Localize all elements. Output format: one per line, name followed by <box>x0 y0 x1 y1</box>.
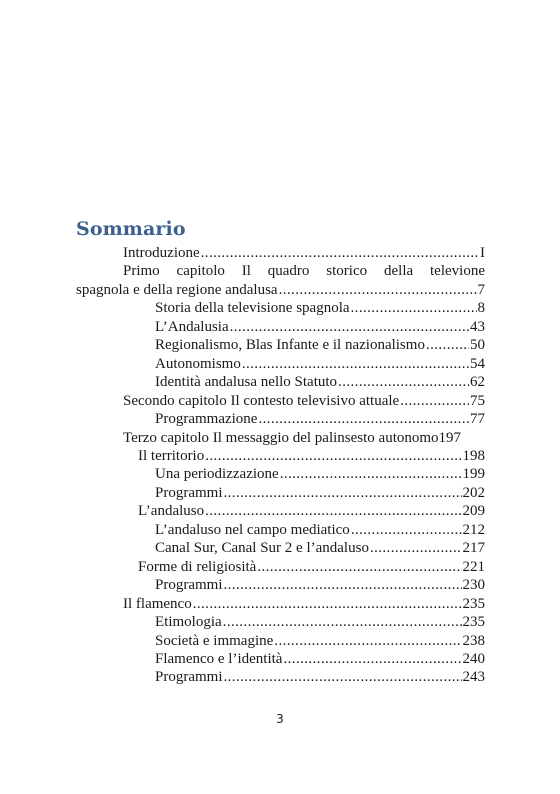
toc-entry-title: L’andaluso <box>138 503 205 520</box>
toc-entry-flamenco[interactable] <box>76 595 485 613</box>
toc-entry-page: 198 <box>462 447 485 464</box>
toc-entry-title: Canal Sur, Canal Sur 2 e l’andaluso <box>155 540 369 557</box>
toc-entry-title: Identità andalusa nello Statuto <box>155 374 338 391</box>
toc-entry-page: 238 <box>462 632 485 649</box>
toc-entry-title-line1: Primo capitolo Il quadro storico della televione <box>123 263 485 280</box>
toc-entry-page: I <box>480 245 485 261</box>
toc-leader-dots <box>338 373 469 391</box>
toc-entry-title: Secondo capitolo Il contesto televisivo attuale <box>123 392 400 409</box>
toc-entry-page: 221 <box>462 558 485 575</box>
toc-entry-page: 54 <box>470 355 485 372</box>
toc-leader-dots <box>283 650 461 668</box>
toc-entry-title: Storia della televisione spagnola <box>155 300 350 317</box>
toc-entry-territorio[interactable] <box>76 447 485 465</box>
toc-entry-page: 7 <box>477 281 485 298</box>
toc-entry-societa-immagine[interactable] <box>76 632 485 650</box>
toc-entry-andaluso-mediatico[interactable] <box>76 521 485 539</box>
toc-entry-page: 50 <box>470 337 485 354</box>
toc-leader-dots <box>351 521 462 539</box>
toc-leader-dots <box>258 410 469 428</box>
toc-entry-title: Programmi <box>155 669 223 686</box>
toc-leader-dots <box>223 613 462 631</box>
toc-entry-programmazione[interactable] <box>76 410 485 428</box>
toc-entry-page: 240 <box>462 650 485 667</box>
toc-entry-page: 212 <box>462 521 485 538</box>
toc-entry-andalusia[interactable] <box>76 318 485 336</box>
toc-entry-title: Introduzione <box>123 245 200 261</box>
toc-entry-page: 202 <box>462 484 485 501</box>
toc-entry-title: Il territorio <box>138 447 205 464</box>
toc-heading: Sommario <box>76 218 186 240</box>
toc-entry-etimologia[interactable] <box>76 613 485 631</box>
toc-entry-storia[interactable] <box>76 299 485 317</box>
toc-leader-dots <box>257 558 461 576</box>
toc-leader-dots <box>205 502 461 520</box>
toc-entry-title: Etimologia <box>155 614 222 631</box>
toc-entry-canal-sur[interactable] <box>76 539 485 557</box>
toc-entry-title: Autonomismo <box>155 355 241 372</box>
toc-entry-page: 75 <box>470 392 485 409</box>
toc-leader-dots <box>224 484 462 502</box>
toc-entry-primo-capitolo[interactable] <box>76 262 485 299</box>
toc-leader-dots <box>230 318 469 336</box>
table-of-contents <box>76 244 485 687</box>
toc-entry-page: 199 <box>462 466 485 483</box>
page-number: 3 <box>276 712 284 726</box>
toc-entry-page: 243 <box>462 669 485 686</box>
toc-entry-title: Flamenco e l’identità <box>155 650 283 667</box>
toc-leader-dots <box>280 465 462 483</box>
toc-entry-regionalismo[interactable] <box>76 336 485 354</box>
toc-entry-title: Una periodizzazione <box>155 466 279 483</box>
toc-entry-page: 217 <box>462 540 485 557</box>
toc-entry-title: L’Andalusia <box>155 318 229 335</box>
toc-entry-title: Programmi <box>155 577 223 594</box>
toc-entry-page: 62 <box>470 374 485 391</box>
toc-leader-dots <box>224 668 462 686</box>
toc-entry-programmi-1[interactable] <box>76 484 485 502</box>
toc-entry-page: 43 <box>470 318 485 335</box>
toc-entry-autonomismo[interactable] <box>76 355 485 373</box>
toc-entry-title: Forme di religiosità <box>138 558 257 575</box>
toc-entry-programmi-2[interactable] <box>76 576 485 594</box>
toc-leader-dots <box>193 595 462 613</box>
toc-entry-page: 8 <box>477 300 485 317</box>
toc-entry-periodizzazione[interactable] <box>76 465 485 483</box>
toc-entry-title: L’andaluso nel campo mediatico <box>155 521 350 538</box>
toc-entry-page: 77 <box>470 411 485 428</box>
toc-entry-religiosita[interactable] <box>76 558 485 576</box>
toc-leader-dots <box>400 392 469 410</box>
toc-entry-page: 230 <box>462 577 485 594</box>
toc-entry-title: Programmazione <box>155 411 258 428</box>
toc-entry-page: 235 <box>462 595 485 612</box>
toc-entry-title: Programmi <box>155 484 223 501</box>
toc-leader-dots <box>370 539 462 557</box>
toc-entry-title: Il flamenco <box>123 595 192 612</box>
toc-entry-page: 197 <box>438 429 462 446</box>
toc-entry-andaluso[interactable] <box>76 502 485 520</box>
toc-leader-dots <box>205 447 461 465</box>
toc-entry-programmi-3[interactable] <box>76 668 485 686</box>
toc-entry-flamenco-identita[interactable] <box>76 650 485 668</box>
toc-leader-dots <box>279 281 477 299</box>
toc-entry-title: Terzo capitolo Il messaggio del palinsesto autonomo <box>123 429 439 446</box>
toc-entry-page: 235 <box>462 614 485 631</box>
toc-entry-title: Società e immagine <box>155 632 274 649</box>
toc-leader-dots <box>201 244 479 262</box>
toc-entry-identita-statuto[interactable] <box>76 373 485 391</box>
toc-entry-page: 209 <box>462 503 485 520</box>
toc-entry-introduzione[interactable] <box>76 244 485 262</box>
toc-leader-dots <box>426 336 469 354</box>
toc-leader-dots <box>224 576 462 594</box>
toc-entry-title-line2: spagnola e della regione andalusa <box>76 281 278 298</box>
toc-leader-dots <box>274 632 461 650</box>
toc-entry-secondo-capitolo[interactable] <box>76 392 485 410</box>
toc-entry-terzo-capitolo[interactable] <box>76 429 485 447</box>
toc-leader-dots <box>242 355 469 373</box>
toc-leader-dots <box>351 299 477 317</box>
toc-entry-title: Regionalismo, Blas Infante e il nazionalismo <box>155 337 425 354</box>
